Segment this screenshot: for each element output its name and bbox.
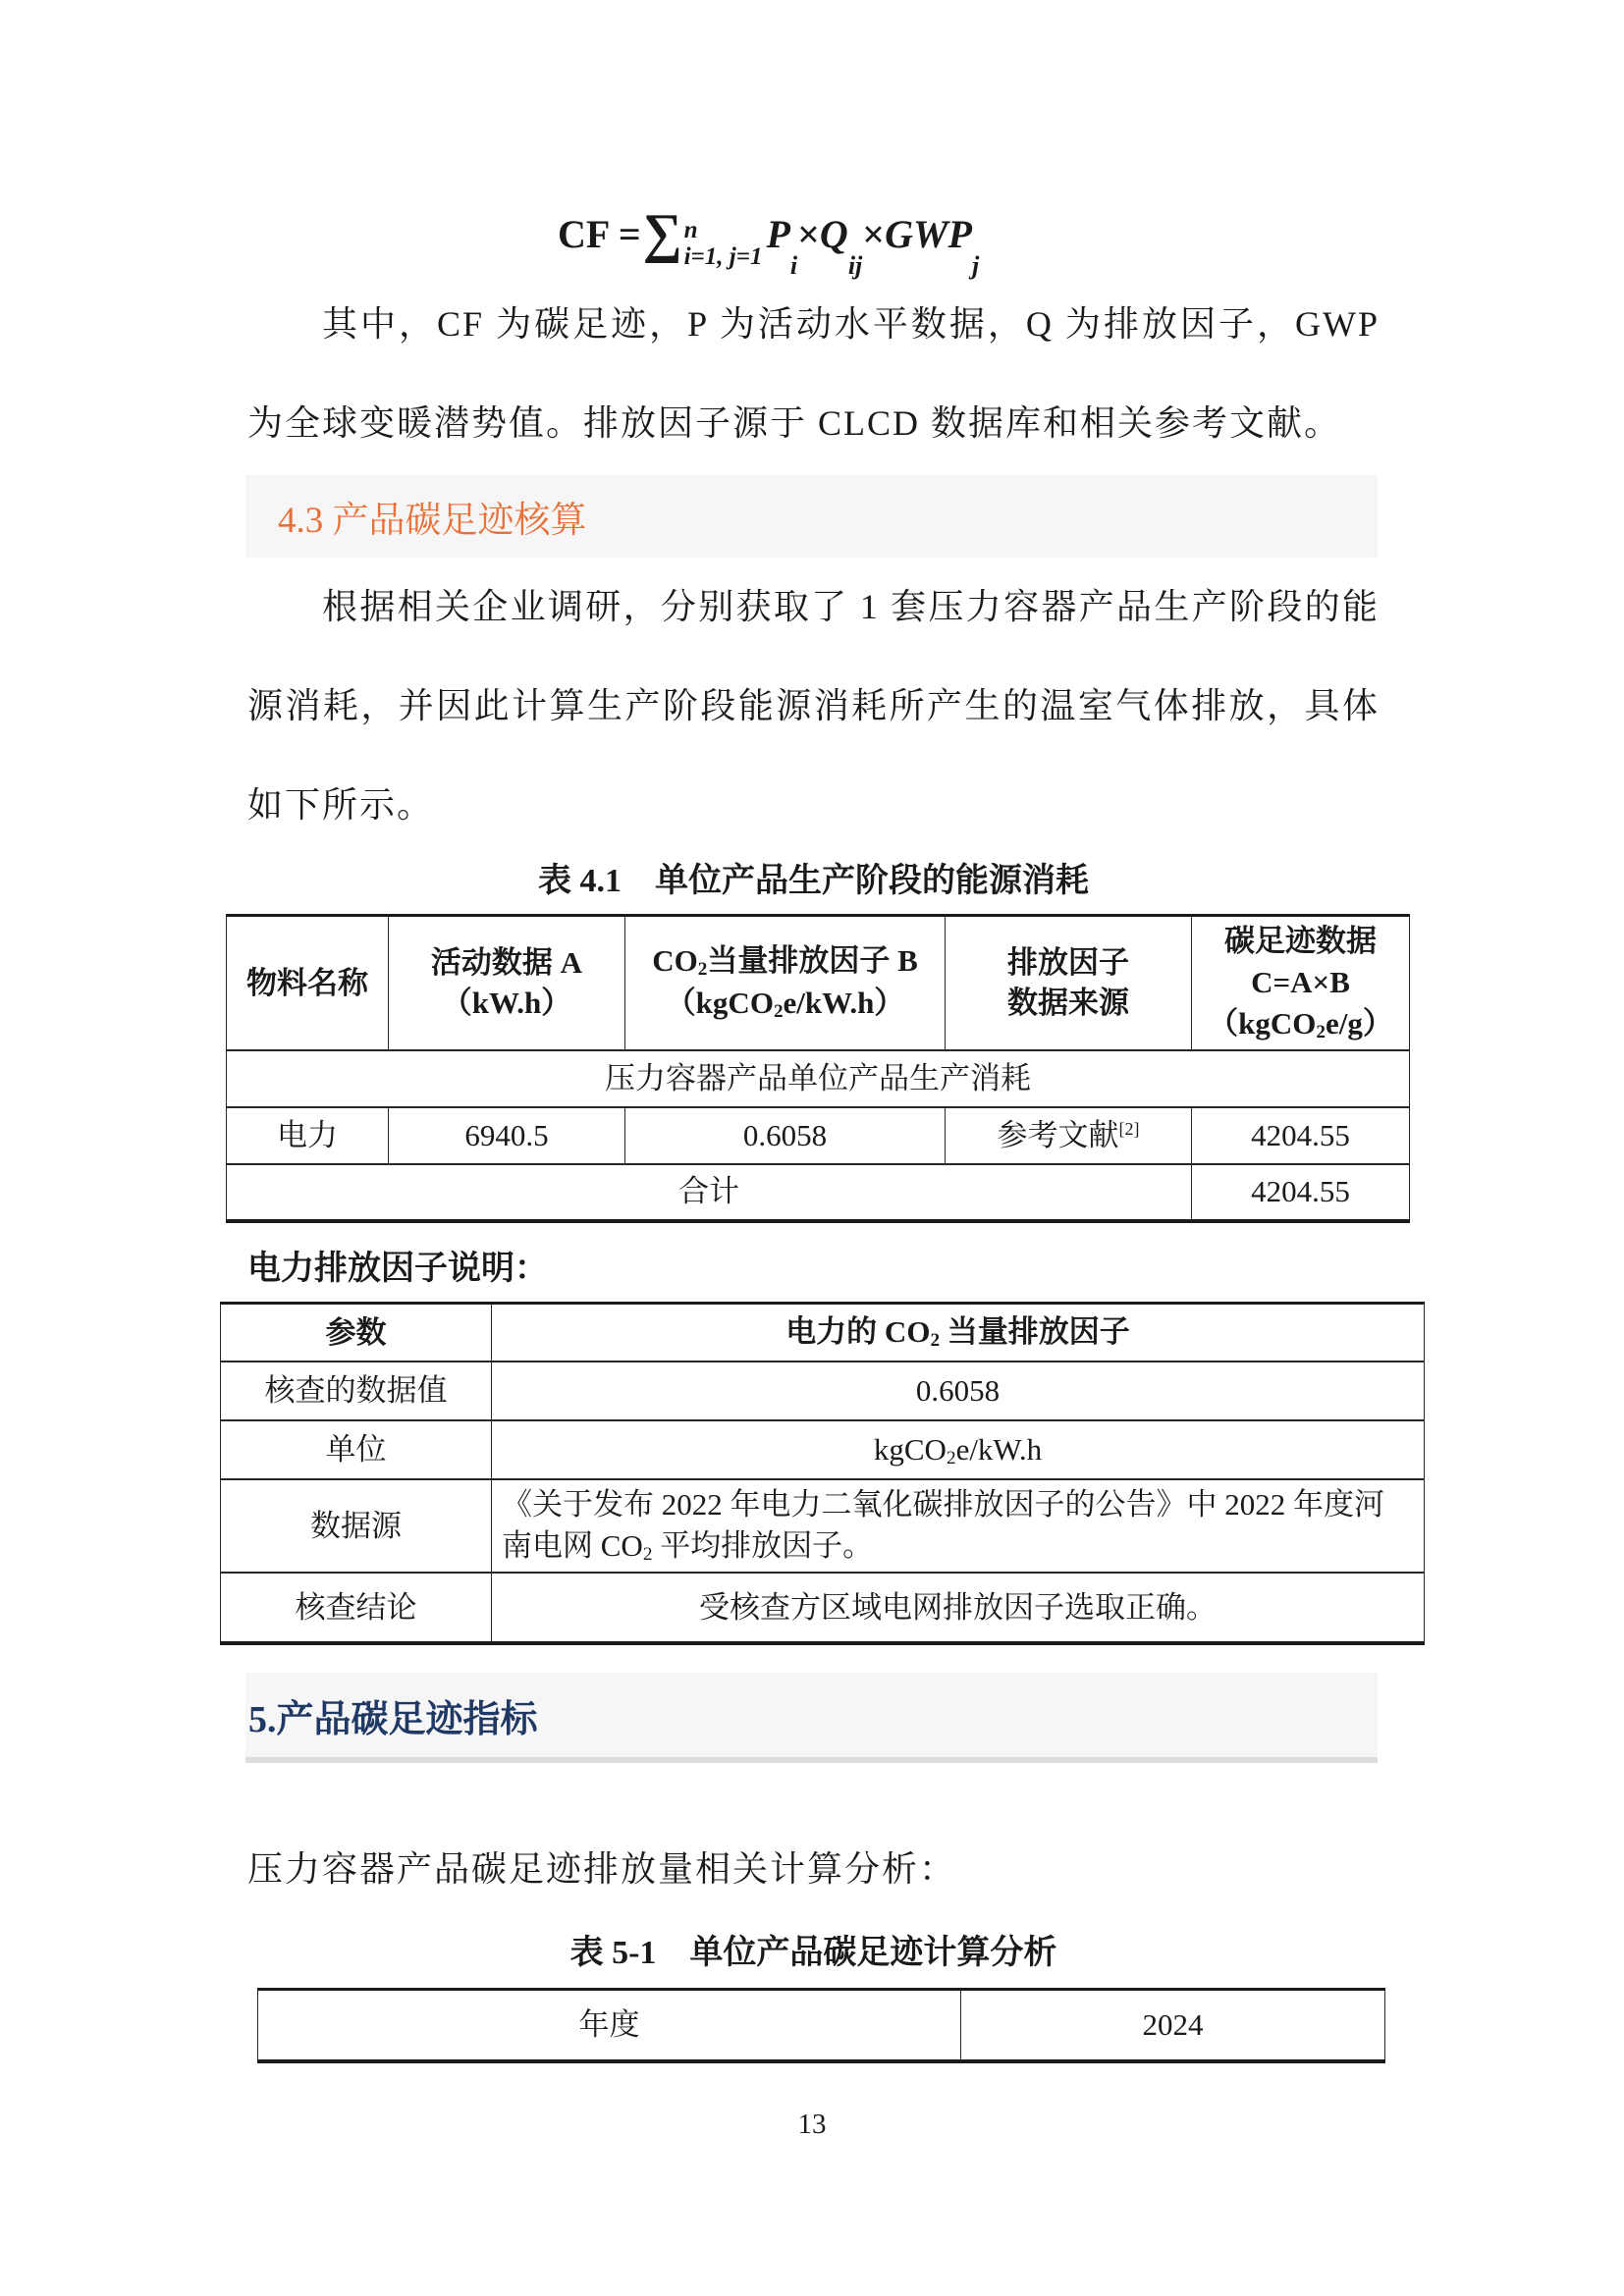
cell-production-consumption-banner: 压力容器产品单位产品生产消耗	[227, 1050, 1410, 1107]
cell-verified-label: 核查的数据值	[221, 1362, 492, 1420]
table-row-span	[227, 1050, 1410, 1107]
cell-total-value: 4204.55	[1192, 1164, 1410, 1221]
header-cell-footprint-data: 碳足迹数据 C=A×B （kgCO2e/g）	[1192, 916, 1410, 1050]
table-energy-consumption	[226, 914, 1410, 1223]
cell-factor-value: 0.6058	[625, 1107, 946, 1164]
cell-footprint-value: 4204.55	[1192, 1107, 1410, 1164]
cell-unit-value: kgCO2e/kW.h	[492, 1420, 1425, 1479]
table-row-conclusion	[221, 1573, 1425, 1643]
cell-unit-label: 单位	[221, 1420, 492, 1479]
table-row-year	[258, 1990, 1385, 2061]
table-row-header	[227, 916, 1410, 1050]
header-cell-material-name: 物料名称	[227, 916, 389, 1050]
cell-source-label: 数据源	[221, 1479, 492, 1573]
section-band-4-3	[245, 475, 1378, 558]
cell-year-label: 年度	[258, 1990, 961, 2061]
section-band-5	[245, 1673, 1378, 1763]
table-row-data-source	[221, 1479, 1425, 1573]
table-5-1-caption: 表 5-1 单位产品碳足迹计算分析	[569, 1935, 1057, 1972]
cell-year-value: 2024	[961, 1990, 1385, 2061]
cell-conclusion-label: 核查结论	[221, 1573, 492, 1643]
table-row-verified-value	[221, 1362, 1425, 1420]
cell-param-label: 参数	[221, 1303, 492, 1362]
cell-param-value: 电力的 CO2 当量排放因子	[492, 1303, 1425, 1362]
factor-note-heading: 电力排放因子说明：	[247, 1250, 548, 1287]
cell-material-electricity: 电力	[227, 1107, 389, 1164]
header-cell-emission-factor: CO2当量排放因子 B （kgCO2e/kW.h）	[625, 916, 946, 1050]
cell-conclusion-value: 受核查方区域电网排放因子选取正确。	[492, 1573, 1425, 1643]
cell-activity-value: 6940.5	[389, 1107, 625, 1164]
cell-total-label: 合计	[227, 1164, 1192, 1221]
table-footprint-analysis	[257, 1988, 1385, 2063]
paragraph-survey-description: 根据相关企业调研，分别获取了 1 套压力容器产品生产阶段的能源消耗，并因此计算生产阶段能源消耗所产生的温室气体排放，具体如下所示。	[247, 587, 1380, 825]
table-row-unit	[221, 1420, 1425, 1479]
table-row-factor-header	[221, 1303, 1425, 1362]
section-heading-5: 5.产品碳足迹指标	[248, 1698, 538, 1740]
section-heading-4-3: 4.3 产品碳足迹核算	[278, 501, 587, 541]
carbon-footprint-formula: CF = ∑ n i=1, j=1 P i × Q ij × GWP j	[558, 203, 980, 280]
header-cell-activity-data: 活动数据 A （kW.h）	[389, 916, 625, 1050]
header-cell-factor-source: 排放因子 数据来源	[946, 916, 1192, 1050]
page-content	[0, 192, 1624, 2063]
paragraph-formula-explanation: 其中，CF 为碳足迹，P 为活动水平数据，Q 为排放因子，GWP 为全球变暖潜势值。排放因子源于 CLCD 数据库和相关参考文献。	[247, 304, 1380, 443]
table-4-1-caption: 表 4.1 单位产品生产阶段的能源消耗	[538, 863, 1089, 899]
page-number: 13	[797, 2109, 827, 2140]
table-row-total	[227, 1164, 1410, 1221]
cell-source-value: 《关于发布 2022 年电力二氧化碳排放因子的公告》中 2022 年度河南电网 CO2 平均排放因子。	[492, 1479, 1425, 1573]
table-row-electricity	[227, 1107, 1410, 1164]
paragraph-analysis-intro: 压力容器产品碳足迹排放量相关计算分析：	[247, 1849, 957, 1890]
cell-reference-source: 参考文献[2]	[946, 1107, 1192, 1164]
table-electricity-factor	[220, 1302, 1425, 1646]
cell-verified-value: 0.6058	[492, 1362, 1425, 1420]
